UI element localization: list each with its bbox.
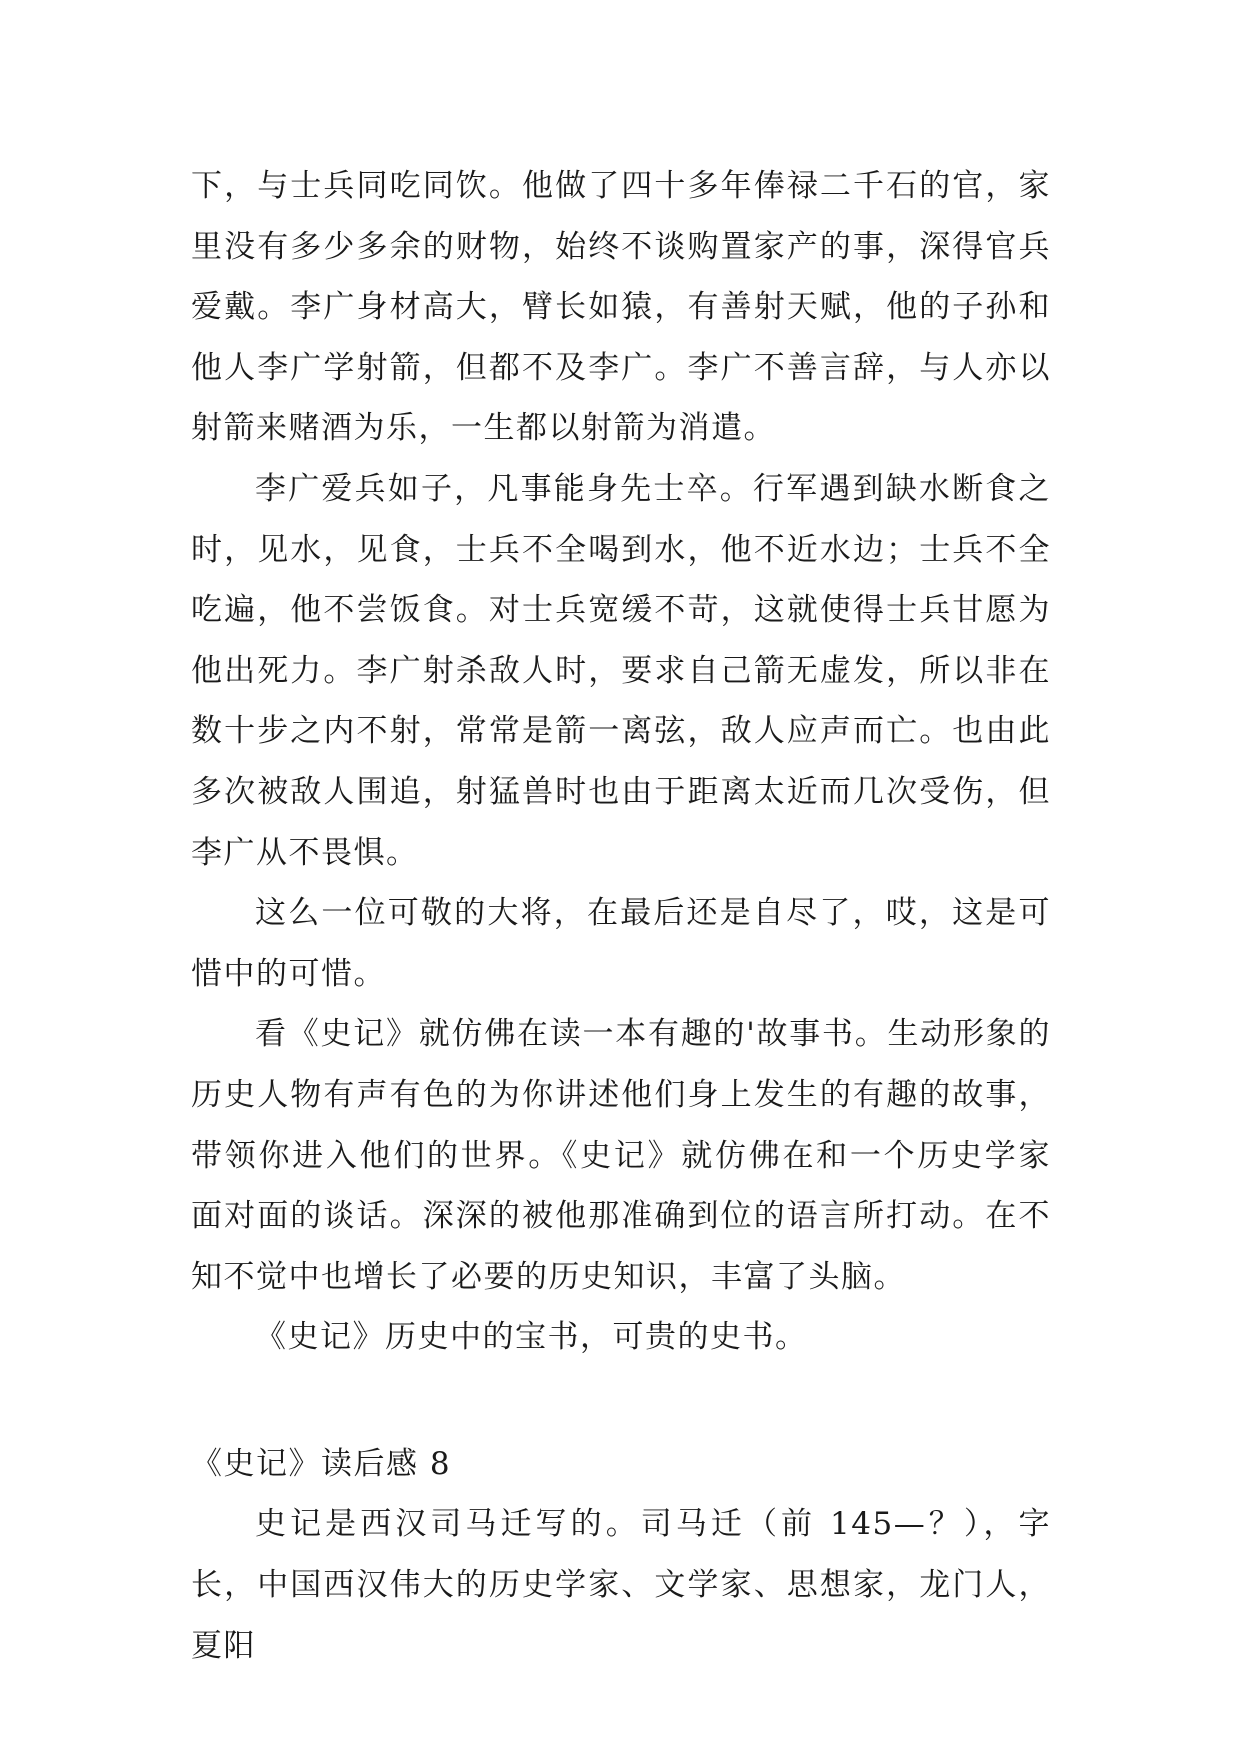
section-spacer [191, 1368, 1051, 1434]
paragraph: 《史记》历史中的宝书，可贵的史书。 [255, 1319, 808, 1356]
paragraph: 下，与士兵同吃同饮。他做了四十多年俸禄二千石的官，家里没有多少多余的财物，始终不谈购置家产的事，深得官兵爱戴。李广身材高大，臂长如猿，有善射天赋，他的子孙和他人李广学射箭，但都不及李广。李广不善言辞，与人亦以射箭来赌酒为乐，一生都以射箭为消遣。 [191, 168, 1051, 447]
section-heading: 《史记》读后感 8 [191, 1445, 452, 1482]
paragraph: 看《史记》就仿佛在读一本有趣的'故事书。生动形象的历史人物有声有色的为你讲述他们身上发生的有趣的故事，带领你进入他们的世界。《史记》就仿佛在和一个历史学家面对面的谈话。深深的被他那准确到位的语言所打动。在不知不觉中也增长了必要的历史知识，丰富了头脑。 [191, 1016, 1051, 1295]
paragraph: 史记是西汉司马迁写的。司马迁（前 145—？），字长，中国西汉伟大的历史学家、文学家、思想家，龙门人，夏阳 [191, 1506, 1051, 1664]
paragraph: 这么一位可敬的大将，在最后还是自尽了，哎，这是可惜中的可惜。 [191, 895, 1051, 992]
document-body [191, 156, 1051, 1676]
paragraph: 李广爱兵如子，凡事能身先士卒。行军遇到缺水断食之时，见水，见食，士兵不全喝到水，他不近水边；士兵不全吃遍，他不尝饭食。对士兵宽缓不苛，这就使得士兵甘愿为他出死力。李广射杀敌人时，要求自己箭无虚发，所以非在数十步之内不射，常常是箭一离弦，敌人应声而亡。也由此多次被敌人围追，射猛兽时也由于距离太近而几次受伤，但李广从不畏惧。 [191, 470, 1051, 871]
